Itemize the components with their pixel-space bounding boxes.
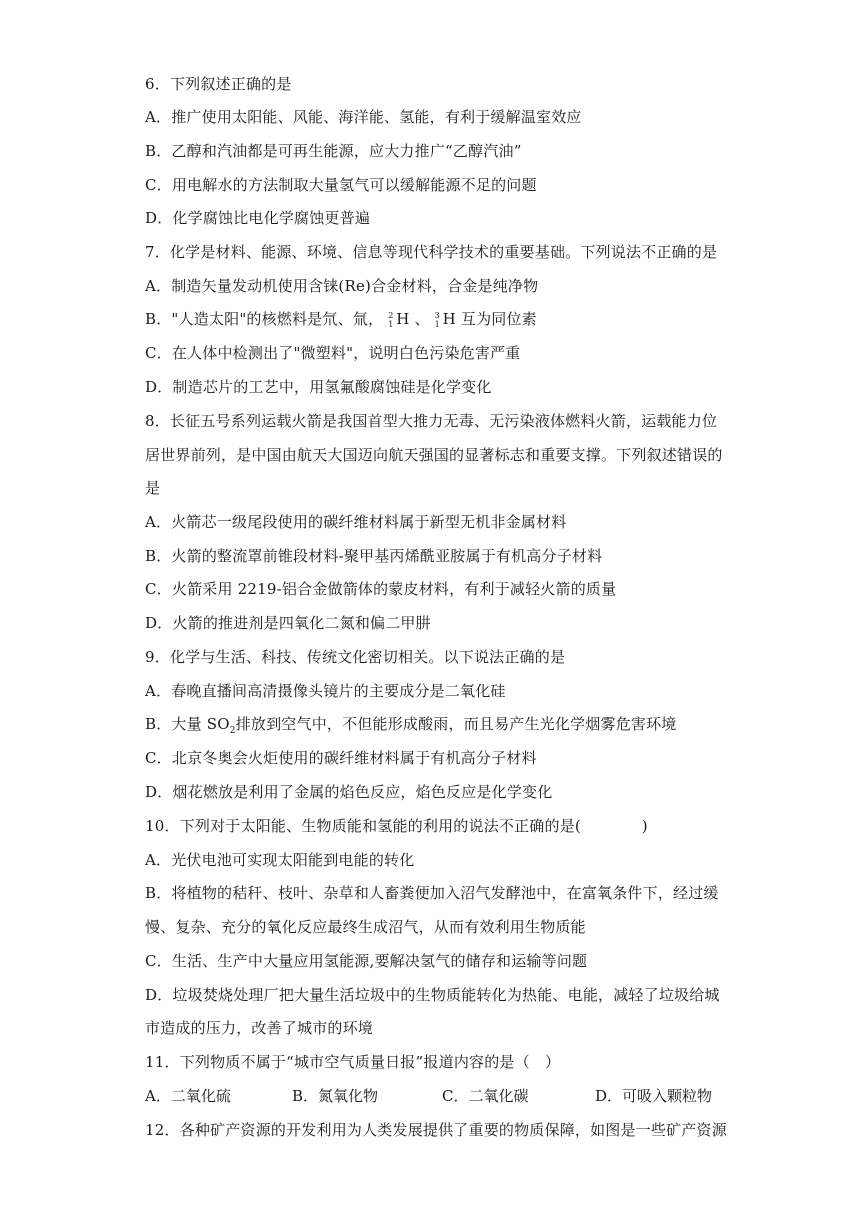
question-11-option-d: D．可吸入颗粒物 [595, 1087, 713, 1105]
atomic-number: 1 [388, 320, 394, 329]
question-9-option-b [145, 713, 677, 735]
question-8-option-a: A．火箭芯一级尾段使用的碳纤维材料属于新型无机非金属材料 [145, 513, 567, 531]
question-10-option-b-line-1: B．将植物的秸秆、枝叶、杂草和人畜粪便加入沼气发酵池中，在富氧条件下，经过缓 [145, 884, 719, 902]
option-b-text-start: B．大量 SO [145, 715, 230, 733]
question-9-option-a: A．春晚直播间高清摄像头镜片的主要成分是二氧化硅 [145, 682, 506, 700]
element-symbol: H [396, 310, 410, 328]
option-b-text-end: 排放到空气中，不但能形成酸雨，而且易产生光化学烟雾危害环境 [235, 715, 677, 733]
question-7-stem: 7．化学是材料、能源、环境、信息等现代科学技术的重要基础。下列说法不正确的是 [145, 243, 718, 261]
question-10-stem: 10．下列对于太阳能、生物质能和氢能的利用的说法不正确的是( ) [145, 817, 648, 835]
separator: 、 [409, 310, 430, 328]
option-b-text-end: 互为同位素 [455, 310, 537, 328]
subscript: 2 [229, 726, 236, 736]
question-9-option-c: C．北京冬奥会火炬使用的碳纤维材料属于有机高分子材料 [145, 749, 537, 767]
question-10-option-d-line-2: 市造成的压力，改善了城市的环境 [145, 1019, 374, 1037]
mass-number: 3 [434, 311, 440, 320]
question-7-option-d: D．制造芯片的工艺中，用氢氟酸腐蚀硅是化学变化 [145, 378, 492, 396]
question-6-option-a: A．推广使用太阳能、风能、海洋能、氢能，有利于缓解温室效应 [145, 108, 582, 126]
mass-number: 2 [388, 311, 394, 320]
option-b-text-start: B．"人造太阳"的核燃料是氘、氚， [145, 310, 384, 328]
question-8-option-c: C．火箭采用 2219-铝合金做箭体的蒙皮材料，有利于减轻火箭的质量 [145, 580, 617, 598]
question-7-option-c: C．在人体中检测出了"微塑料"，说明白色污染危害严重 [145, 344, 521, 362]
question-11-stem: 11．下列物质不属于“城市空气质量日报”报道内容的是（ ） [145, 1053, 561, 1071]
question-6-option-c: C．用电解水的方法制取大量氢气可以缓解能源不足的问题 [145, 176, 537, 194]
question-11-option-b: B．氮氧化物 [292, 1087, 379, 1105]
question-9-option-d: D．烟花燃放是利用了金属的焰色反应，焰色反应是化学变化 [145, 783, 553, 801]
question-8-stem-line-3: 是 [145, 479, 161, 497]
question-6-option-d: D．化学腐蚀比电化学腐蚀更普遍 [145, 209, 371, 227]
question-10-option-d-line-1: D．垃圾焚烧处理厂把大量生活垃圾中的生物质能转化为热能、电能，减轻了垃圾给城 [145, 986, 720, 1004]
question-10-option-c: C．生活、生产中大量应用氢能源,要解决氢气的储存和运输等问题 [145, 952, 588, 970]
atomic-number: 1 [434, 320, 440, 329]
question-11-option-c: C．二氧化碳 [442, 1087, 529, 1105]
question-9-stem: 9．化学与生活、科技、传统文化密切相关。以下说法正确的是 [145, 648, 566, 666]
question-8-option-b: B．火箭的整流罩前锥段材料-聚甲基丙烯酰亚胺属于有机高分子材料 [145, 547, 603, 565]
question-8-option-d: D．火箭的推进剂是四氧化二氮和偏二甲肼 [145, 614, 431, 632]
question-7-option-a: A．制造矢量发动机使用含铼(Re)合金材料，合金是纯净物 [145, 277, 539, 295]
question-10-option-a: A．光伏电池可实现太阳能到电能的转化 [145, 851, 415, 869]
element-symbol: H [442, 310, 456, 328]
question-7-option-b [145, 308, 537, 330]
question-12-stem: 12．各种矿产资源的开发利用为人类发展提供了重要的物质保障，如图是一些矿产资源 [145, 1121, 727, 1139]
question-11-option-a: A．二氧化硫 [145, 1087, 231, 1105]
question-10-option-b-line-2: 慢、复杂、充分的氧化反应最终生成沼气，从而有效利用生物质能 [145, 918, 586, 936]
question-8-stem-line-1: 8．长征五号系列运载火箭是我国首型大推力无毒、无污染液体燃料火箭，运载能力位 [145, 412, 718, 430]
question-6-stem: 6．下列叙述正确的是 [145, 75, 292, 93]
question-8-stem-line-2: 居世界前列，是中国由航天大国迈向航天强国的显著标志和重要支撑。下列叙述错误的 [145, 446, 723, 464]
question-6-option-b: B．乙醇和汽油都是可再生能源，应大力推广“乙醇汽油” [145, 142, 522, 160]
